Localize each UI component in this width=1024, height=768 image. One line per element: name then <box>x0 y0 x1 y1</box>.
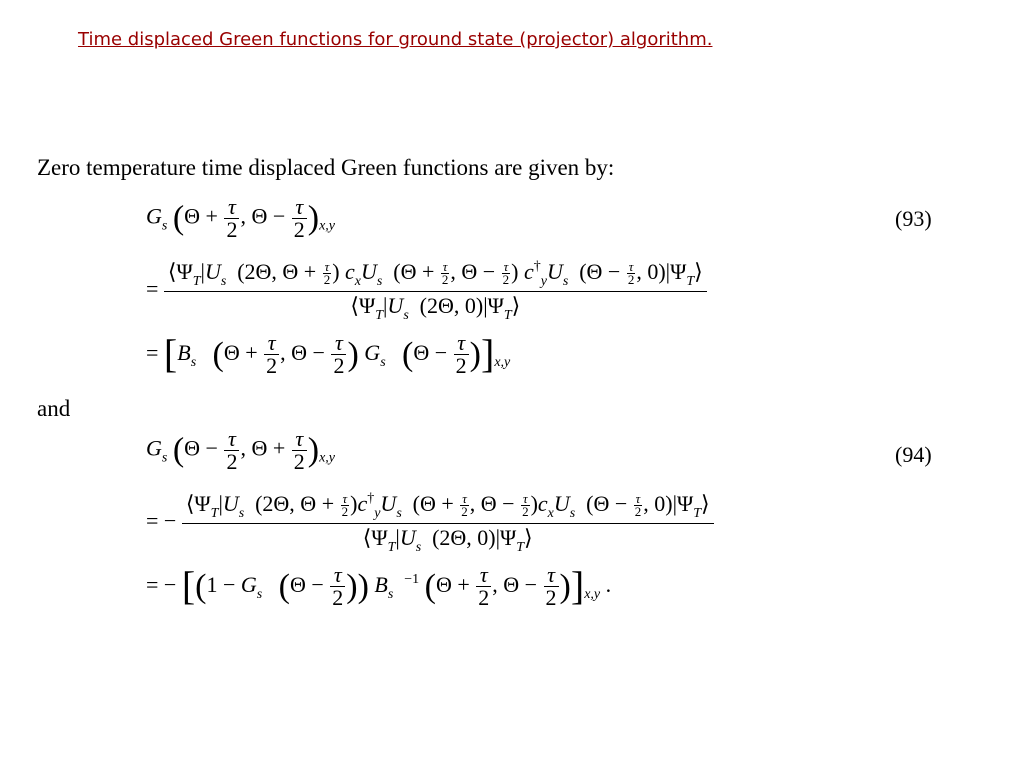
eq93-line1: $G_s$ (Θ + $\frac{\tau}{2}$ , Θ − $\frac{\tau}{2}$ )$_{x,y}$ <box>146 194 336 242</box>
eq93-line2: = $⟨\Psi_T|U_{s⃗}(2\Theta$, Θ + $\frac{\tau}{2}$ ) $c_xU_{s⃗}(\Theta$ + $\frac{\tau}{2}$ , Θ − $\frac{\tau}{2}$ ) $c^\dagger_yU_{s⃗}(\Theta$ − $\frac{\tau}{2}$ , $0)|\Psi_T⟩$ $⟨\Psi_T|U_{s⃗}(2\Theta$, $0)|\Psi_T⟩$ <box>146 258 707 324</box>
eq94-line3: = − [($1 - G_{s⃗}$ (Θ − $\frac{\tau}{2}$ )) $B_{s⃗}^{-1}$ (Θ + $\frac{\tau}{2}$ , Θ − $\frac{\tau}{2}$ )]$_{x,y}$ . <box>146 562 612 611</box>
eq94-number: (94) <box>895 442 932 467</box>
intro-text: Zero temperature time displaced Green functions are given by: <box>37 155 615 180</box>
eq94-line1: $G_s$ (Θ − $\frac{\tau}{2}$ , Θ + $\frac{\tau}{2}$ )$_{x,y}$ <box>146 426 336 474</box>
eq93-line3: = [$B_{s⃗}$ (Θ + $\frac{\tau}{2}$ , Θ − $\frac{\tau}{2}$ ) $G_{s⃗}$ (Θ − $\frac{\tau}{2}$ )]$_{x,y}$ <box>146 330 511 379</box>
eq94-line2: = − $⟨\Psi_T|U_{s⃗}(2\Theta$, Θ + $\frac{\tau}{2}$ )$c^\dagger_yU_{s⃗}(\Theta$ + $\frac{\tau}{2}$ , Θ − $\frac{\tau}{2}$ )$c_xU_{s⃗}(\Theta$ − $\frac{\tau}{2}$ , $0)|\Psi_T⟩$ $⟨\Psi_T|U_{s⃗}(2\Theta$, $0)|\Psi_T⟩$ <box>146 490 714 556</box>
eq93-number: (93) <box>895 206 932 231</box>
slide-title-link[interactable]: Time displaced Green functions for ground state (projector) algorithm. <box>78 29 713 50</box>
and-text: and <box>37 396 71 421</box>
